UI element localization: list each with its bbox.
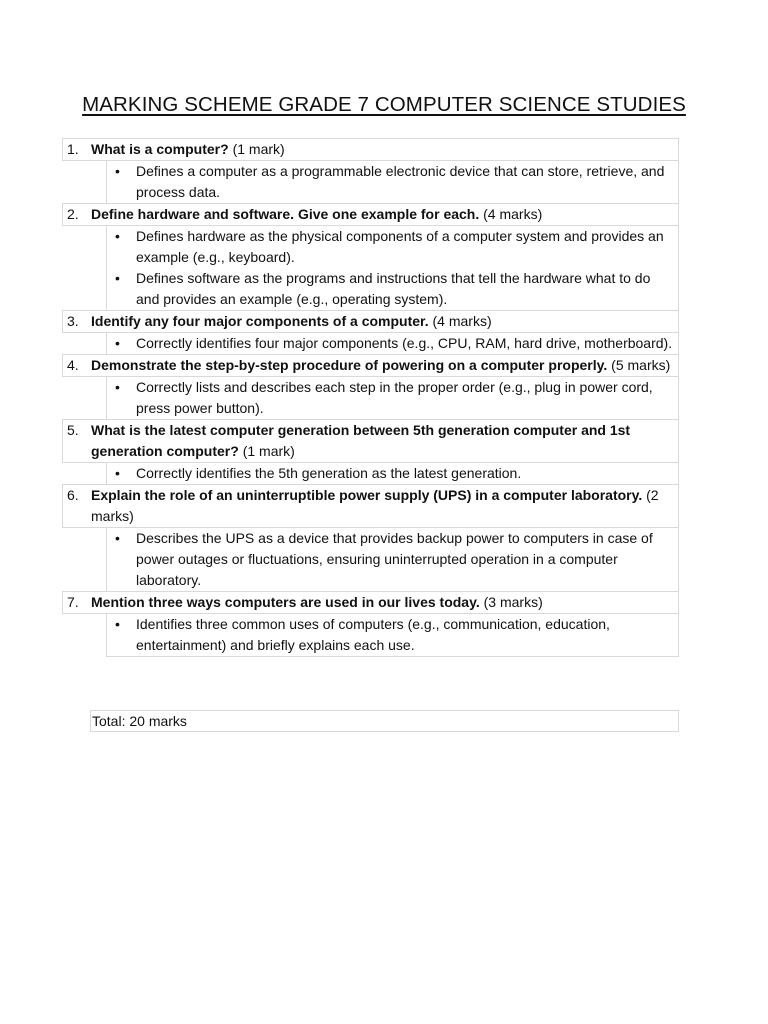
question-1 [62,138,679,161]
question-list [62,139,679,657]
question-marks: (4 marks) [483,206,543,222]
criteria-text: Defines software as the programs and instructions that tell the hardware what to do and provides an example (e.g., operating system). [136,270,651,307]
criteria-text: Correctly identifies the 5th generation as the latest generation. [136,465,522,481]
criteria-text: Correctly lists and describes each step in the proper order (e.g., plug in power cord, press power button). [136,379,653,416]
question-number: 5. [67,422,79,438]
question-number: 1. [67,141,79,157]
question-7 [62,591,679,614]
answer-criteria [106,160,679,204]
question-number: 3. [67,313,79,329]
question-text: Define hardware and software. Give one example for each. [91,206,480,222]
criteria-text: Describes the UPS as a device that provides backup power to computers in case of power outages or fluctuations, ensuring uninterrupted operation in a computer laboratory. [136,530,653,588]
bullet-icon: • [115,616,120,632]
answer-criteria [106,332,679,355]
question-number: 2. [67,206,79,222]
question-2 [62,203,679,226]
criteria-text: Identifies three common uses of computers (e.g., communication, education, entertainment) and briefly explains each use. [136,616,610,653]
question-marks: (1 mark) [232,141,285,157]
total-marks: Total: 20 marks [90,710,679,732]
answer-criteria [106,225,679,311]
question-text: Mention three ways computers are used in our lives today. [91,594,480,610]
criteria-text: Correctly identifies four major components (e.g., CPU, RAM, hard drive, motherboard). [136,335,673,351]
question-marks: (3 marks) [483,594,543,610]
bullet-icon: • [115,228,120,244]
criteria-item [107,614,678,656]
question-number: 7. [67,594,79,610]
criteria-item [107,528,678,591]
criteria-item [107,226,678,268]
bullet-icon: • [115,465,120,481]
criteria-text: Defines hardware as the physical components of a computer system and provides an example (e.g., keyboard). [136,228,664,265]
question-3 [62,310,679,333]
question-number: 4. [67,357,79,373]
question-marks: (4 marks) [432,313,492,329]
question-6 [62,484,679,528]
question-text: Demonstrate the step-by-step procedure of powering on a computer properly. [91,357,608,373]
answer-criteria [106,376,679,420]
question-5 [62,419,679,463]
bullet-icon: • [115,270,120,286]
bullet-icon: • [115,163,120,179]
criteria-item [107,268,678,310]
question-marks: (1 mark) [242,443,295,459]
criteria-item [107,463,678,484]
criteria-item [107,161,678,203]
question-marks: (5 marks) [611,357,671,373]
criteria-text: Defines a computer as a programmable electronic device that can store, retrieve, and process data. [136,163,665,200]
bullet-icon: • [115,379,120,395]
question-number: 6. [67,487,79,503]
question-text: What is the latest computer generation between 5th generation computer and 1st generation computer? [91,422,631,459]
question-text: Explain the role of an uninterruptible power supply (UPS) in a computer laboratory. [91,487,643,503]
answer-criteria [106,613,679,657]
question-text: Identify any four major components of a computer. [91,313,429,329]
question-marks: (2 marks) [91,487,659,524]
question-4 [62,354,679,377]
bullet-icon: • [115,530,120,546]
answer-criteria [106,527,679,592]
criteria-item [107,377,678,419]
page-title: MARKING SCHEME GRADE 7 COMPUTER SCIENCE STUDIES [82,93,686,116]
bullet-icon: • [115,335,120,351]
criteria-item [107,333,678,354]
question-text: What is a computer? [91,141,229,157]
answer-criteria [106,462,679,485]
